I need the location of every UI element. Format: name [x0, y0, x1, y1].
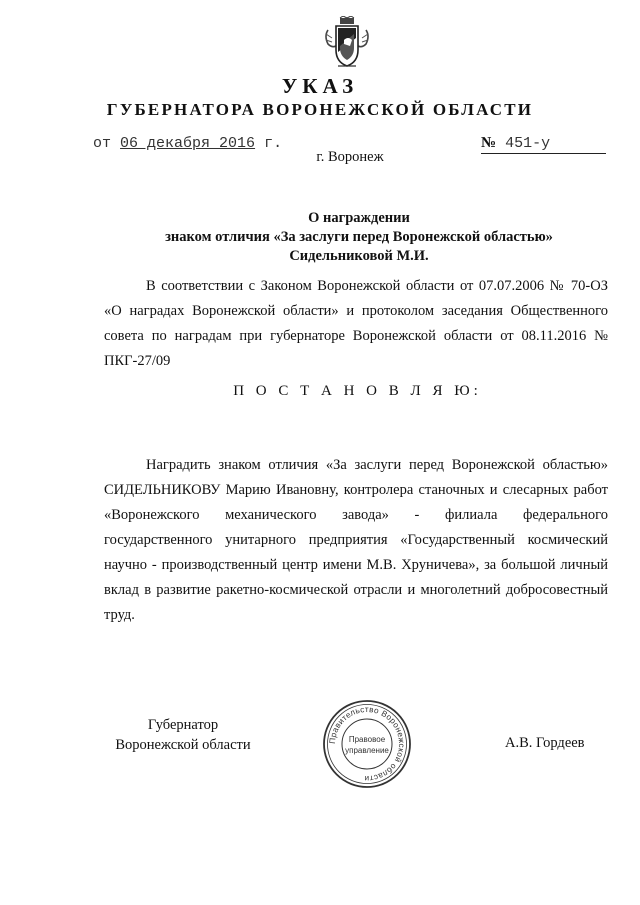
issuer-title: ГУБЕРНАТОРА ВОРОНЕЖСКОЙ ОБЛАСТИ — [106, 100, 534, 119]
decree-heading — [0, 209, 640, 266]
official-stamp — [322, 699, 412, 789]
stamp-center-line-2: управление — [345, 746, 389, 755]
signer-position-line-1: Губернатор — [147, 717, 219, 733]
award-paragraph: Наградить знаком отличия «За заслуги перед Воронежской областью» СИДЕЛЬНИКОВУ Марию Ивановну, контролера станочных и слесарных работ «Воронежского механического завода» - филиала федерального государственного унитарного предприятия «Государственный космический научно - производственный центр имени М.В. Хруничева», за большой личный вклад в развитие ракетно-космической отрасли и многолетний добросовестный труд. — [104, 457, 608, 623]
number-value: 451-у — [505, 135, 551, 152]
stamp-ring-text: Правительство Воронежской области — [327, 704, 407, 784]
heading-line-1: О награждении — [308, 210, 410, 226]
city: г. Воронеж — [316, 149, 384, 165]
heading-line-2: знаком отличия «За заслуги перед Воронежской областью» — [165, 229, 553, 245]
resolve-heading: П О С Т А Н О В Л Я Ю: — [233, 383, 482, 399]
date-suffix: г. — [264, 135, 283, 152]
signer-position — [103, 715, 263, 755]
date-prefix: от — [93, 135, 112, 152]
signer-position-line-2: Воронежской области — [115, 737, 251, 753]
date-value: 06 декабря 2016 — [120, 135, 256, 152]
svg-text:Правительство Воронежской обла — [328, 705, 406, 783]
number-prefix: № — [481, 135, 497, 151]
signer-name: А.В. Гордеев — [505, 735, 585, 751]
preamble-paragraph: В соответствии с Законом Воронежской области от 07.07.2006 № 70-ОЗ «О наградах Воронежской области» и протоколом заседания Общественного совета по наградам при губернаторе Воронежской области от 08.11.2016 № ПКГ-27/09 — [104, 278, 608, 369]
coat-of-arms-icon — [324, 16, 370, 72]
heading-line-3: Сидельниковой М.И. — [289, 248, 429, 264]
document-type-title: УКАЗ — [281, 74, 359, 98]
stamp-center-line-1: Правовое — [348, 735, 386, 744]
